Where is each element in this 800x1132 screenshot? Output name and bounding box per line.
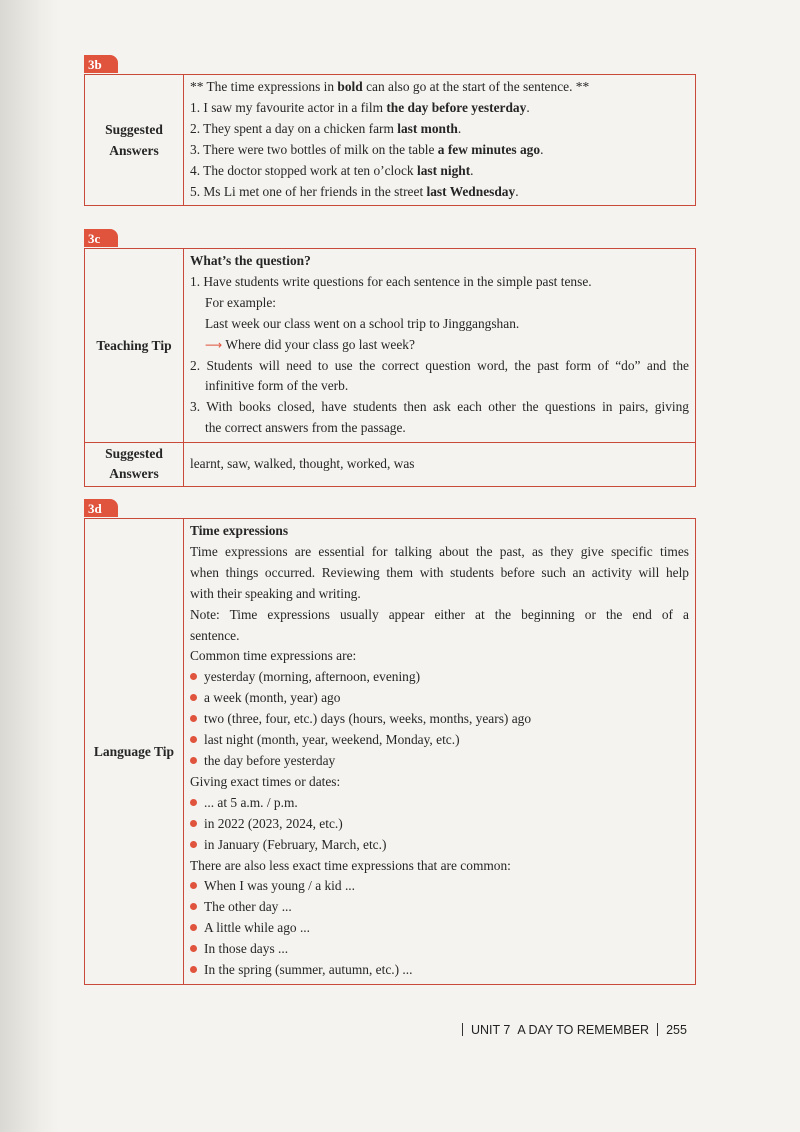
answer-text: .	[457, 120, 462, 136]
list-item	[190, 918, 689, 939]
bullet-icon	[190, 841, 197, 848]
section-tab-3d: 3d	[84, 499, 118, 517]
bullet-icon	[190, 799, 197, 806]
answer-item	[190, 161, 689, 182]
answers-content-3b	[184, 75, 696, 206]
list-item	[190, 960, 689, 981]
answer-text: 2. They spent a day on a chicken farm	[190, 120, 398, 136]
list-item-text: two (three, four, etc.) days (hours, weeks, months, years) ago	[204, 711, 532, 727]
list-item-text: yesterday (morning, afternoon, evening)	[204, 669, 421, 685]
suggested-answers-label-3c	[85, 443, 184, 487]
answer-bold: last Wednesday	[426, 183, 516, 199]
note-text: ** The time expressions in	[190, 79, 338, 94]
section-3d	[84, 499, 696, 985]
label-line: Answers	[109, 466, 159, 482]
note-bold: bold	[337, 79, 363, 94]
list-item	[190, 709, 689, 730]
tip-step-2-cont: infinitive form of the verb.	[205, 378, 349, 394]
page-number: 255	[666, 1023, 687, 1037]
list-item-text: The other day ...	[204, 899, 292, 915]
bullet-icon	[190, 736, 197, 743]
tip-heading	[190, 251, 689, 272]
intro-line: Time expressions are essential for talking about the past, as they give specific times	[190, 543, 689, 559]
note-text: can also go at the start of the sentence. **	[362, 79, 590, 94]
divider	[657, 1023, 658, 1036]
suggested-answers-table-3b	[84, 74, 696, 206]
suggested-answers-label	[85, 75, 184, 206]
note-line: Note: Time expressions usually appear either at the beginning or the end of a	[190, 606, 689, 622]
divider	[462, 1023, 463, 1036]
bullet-icon	[190, 945, 197, 952]
list-item	[190, 751, 689, 772]
note-line: sentence.	[190, 627, 240, 643]
answer-bold: a few minutes ago	[437, 141, 541, 157]
answer-text: .	[540, 141, 544, 157]
list-item	[190, 897, 689, 918]
tip-heading-text: What’s the question?	[190, 253, 311, 268]
list-item-text: the day before yesterday	[204, 752, 336, 768]
answer-text: 4. The doctor stopped work at ten o’clock	[190, 162, 417, 178]
bullet-icon	[190, 757, 197, 764]
answer-text: .	[470, 162, 474, 178]
teaching-tip-label: Teaching Tip	[85, 249, 184, 443]
answer-bold: last month	[397, 120, 458, 136]
list-item	[190, 793, 689, 814]
answers-content-3c: learnt, saw, walked, thought, worked, was	[184, 443, 696, 487]
teaching-tip-table-3c	[84, 248, 696, 487]
answer-item	[190, 182, 689, 203]
answer-item	[190, 98, 689, 119]
list-item-text: A little while ago ...	[204, 920, 310, 936]
bullet-icon	[190, 924, 197, 931]
bold-note	[190, 77, 689, 98]
section-tab-3c: 3c	[84, 229, 118, 247]
page-edge-shadow	[0, 0, 58, 1132]
section-3b	[84, 55, 696, 206]
list-item-text: last night (month, year, weekend, Monday, etc.)	[204, 732, 460, 748]
bullet-icon	[190, 673, 197, 680]
list-item	[190, 835, 689, 856]
section-tab-3b: 3b	[84, 55, 118, 73]
tip-step-3-cont: the correct answers from the passage.	[205, 420, 406, 436]
list-item-text: In the spring (summer, autumn, etc.) ...	[204, 962, 413, 978]
bullet-icon	[190, 820, 197, 827]
page-footer	[454, 1023, 687, 1037]
list-item-text: ... at 5 a.m. / p.m.	[204, 794, 298, 810]
example-sentence: Last week our class went on a school trip to Jinggangshan.	[205, 315, 520, 331]
answer-text: .	[526, 99, 530, 115]
list-item-text: a week (month, year) ago	[204, 690, 341, 706]
example-question-text: Where did your class go last week?	[225, 336, 415, 352]
answer-item	[190, 140, 689, 161]
list-item	[190, 667, 689, 688]
exact-label: Giving exact times or dates:	[190, 773, 341, 789]
list-item-text: in 2022 (2023, 2024, etc.)	[204, 815, 343, 831]
list-item	[190, 876, 689, 897]
list-item	[190, 730, 689, 751]
unit-number: UNIT 7	[471, 1023, 511, 1037]
teaching-tip-content	[184, 249, 696, 443]
bullet-icon	[190, 903, 197, 910]
tip-step-3: 3. With books closed, have students then ask each other the questions in pairs, giving	[190, 399, 689, 415]
section-3c	[84, 229, 696, 487]
less-exact-label: There are also less exact time expressions that are common:	[190, 857, 511, 873]
answer-bold: last night	[416, 162, 471, 178]
list-item	[190, 939, 689, 960]
list-item-text: When I was young / a kid ...	[204, 878, 355, 894]
bullet-icon	[190, 966, 197, 973]
answer-text: 5. Ms Li met one of her friends in the street	[190, 183, 427, 199]
bullet-icon	[190, 882, 197, 889]
answer-text: 1. I saw my favourite actor in a film	[190, 99, 387, 115]
tip-step-2: 2. Students will need to use the correct question word, the past form of “do” and the	[190, 357, 689, 373]
answer-text: .	[515, 183, 519, 199]
list-item	[190, 688, 689, 709]
example-label: For example:	[205, 294, 277, 310]
language-tip-heading	[190, 521, 689, 542]
example-question	[190, 335, 689, 356]
label-line: Suggested	[105, 122, 163, 138]
heading-text: Time expressions	[190, 523, 289, 538]
unit-title: A DAY TO REMEMBER	[517, 1023, 650, 1037]
bullet-icon	[190, 715, 197, 722]
intro-line: with their speaking and writing.	[190, 585, 361, 601]
list-item-text: in January (February, March, etc.)	[204, 836, 387, 852]
language-tip-content	[184, 519, 696, 985]
list-item	[190, 814, 689, 835]
list-item-text: In those days ...	[204, 941, 289, 957]
label-line: Suggested	[105, 446, 163, 462]
arrow-right-icon: ⟶	[205, 337, 223, 352]
bullet-icon	[190, 694, 197, 701]
common-label: Common time expressions are:	[190, 648, 357, 664]
answer-bold: the day before yesterday	[386, 99, 527, 115]
label-line: Answers	[109, 143, 159, 159]
answer-text: 3. There were two bottles of milk on the table	[190, 141, 438, 157]
language-tip-table-3d	[84, 518, 696, 985]
tip-step-1: 1. Have students write questions for each sentence in the simple past tense.	[190, 273, 592, 289]
language-tip-label: Language Tip	[85, 519, 184, 985]
intro-line: when things occurred. Reviewing them with students before such an activity will help	[190, 564, 689, 580]
answer-item	[190, 119, 689, 140]
